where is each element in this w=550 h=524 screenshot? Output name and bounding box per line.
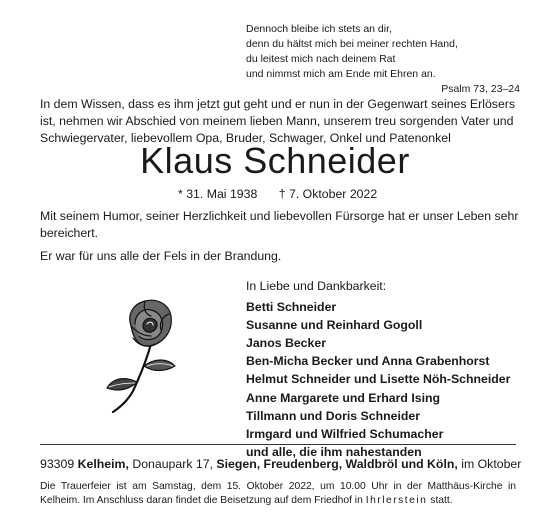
psalm-line: Dennoch bleibe ich stets an dir,: [246, 23, 392, 35]
psalm-line: und nimmst mich am Ende mit Ehren an.: [246, 68, 436, 80]
psalm-reference: Psalm 73, 23–24: [441, 83, 520, 95]
psalm-line: du leitest mich nach deinem Rat: [246, 53, 396, 65]
mourner-name: Ben-Micha Becker und Anna Grabenhorst: [246, 354, 490, 369]
deceased-name: Klaus Schneider: [140, 140, 410, 181]
mourners-list: [246, 277, 536, 461]
divider: [40, 444, 516, 445]
other-cities: Siegen, Freudenberg, Waldbröl und Köln,: [216, 457, 458, 471]
mourners-heading: In Liebe und Dankbarkeit:: [246, 279, 387, 293]
psalm-quote: [246, 22, 520, 97]
place-line: [40, 456, 522, 472]
zip-code: 93309: [40, 457, 75, 471]
month: im Oktober: [461, 457, 522, 471]
rose-illustration: [103, 296, 183, 414]
mourner-name: Tillmann und Doris Schneider: [246, 408, 421, 423]
tribute-fels: Er war für uns alle der Fels in der Brandung.: [40, 249, 282, 263]
mourner-name: Susanne und Reinhard Gogoll: [246, 318, 423, 333]
life-dates: [178, 186, 377, 202]
burial-location: Ihrlerstein: [365, 494, 428, 506]
mourner-name: Betti Schneider: [246, 300, 337, 315]
mourner-name: und alle, die ihm nahestanden: [246, 444, 422, 459]
funeral-text: Die Trauerfeier ist am Samstag, dem 15. Oktober 2022, um 10.00 Uhr in der Matthäus-Kirche in Kelheim. Im Anschluss daran findet die Beisetzung auf dem Friedhof in: [40, 481, 516, 506]
tribute-paragraph: Mit seinem Humor, seiner Herzlichkeit und liebevollen Fürsorge hat er unser Leben sehr bereichert.: [40, 209, 519, 240]
city: Kelheim,: [77, 457, 129, 471]
tribute-text: [40, 208, 522, 265]
mourner-name: Janos Becker: [246, 336, 326, 351]
street: Donaupark 17,: [132, 457, 213, 471]
funeral-info: [40, 480, 516, 507]
intro-text: In dem Wissen, dass es ihm jetzt gut geht und er nun in der Gegenwart seines Erlösers ist, nehmen wir Abschied von meinem lieben Mann, unserem treu sorgenden Vater und Schwiegervater, liebevollem Opa, Bruder, Schwager, Onkel und Patenonkel: [40, 97, 516, 145]
psalm-line: denn du hältst mich bei meiner rechten Hand,: [246, 38, 458, 50]
mourner-name: Helmut Schneider und Lisette Nöh-Schneider: [246, 372, 511, 387]
mourner-name: Irmgard und Wilfried Schumacher: [246, 426, 444, 441]
mourner-name: Anne Margarete und Erhard Ising: [246, 390, 441, 405]
death-date: † 7. Oktober 2022: [278, 187, 378, 201]
birth-date: * 31. Mai 1938: [178, 187, 258, 201]
funeral-end: statt.: [430, 494, 453, 506]
